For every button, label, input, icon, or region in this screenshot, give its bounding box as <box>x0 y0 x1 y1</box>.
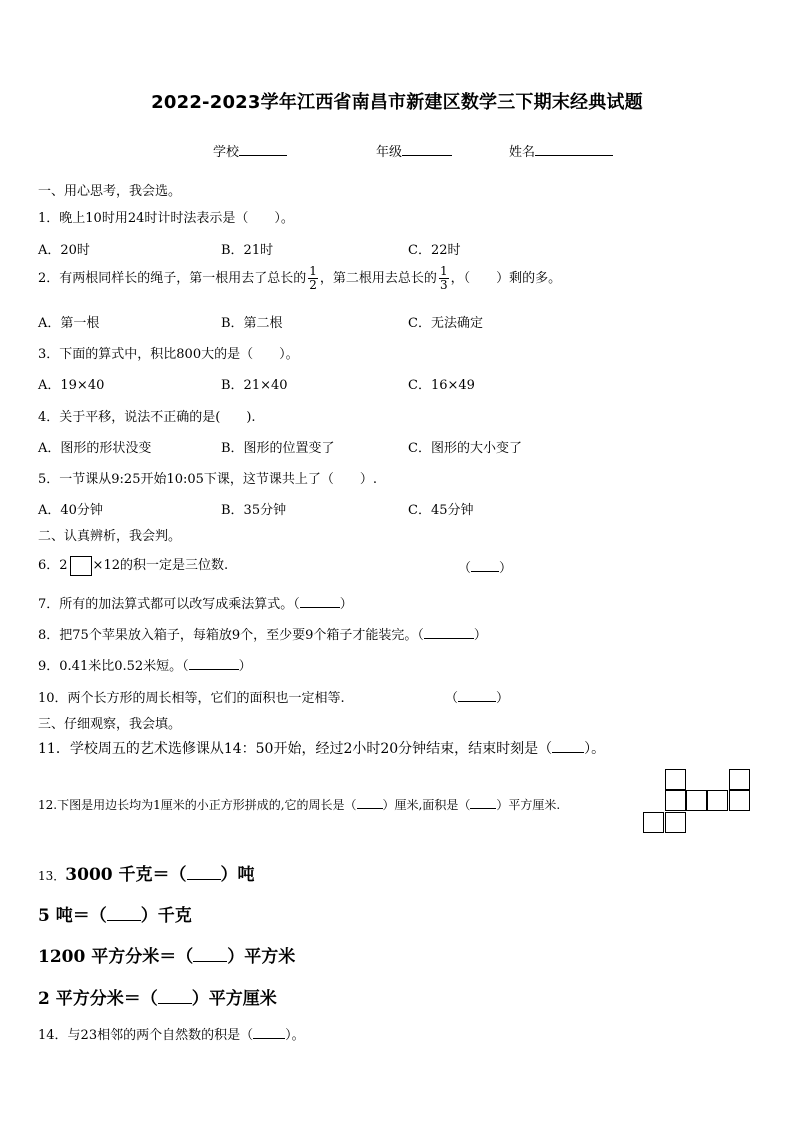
q6-answer[interactable]: （ ） <box>458 561 513 576</box>
grade-blank[interactable] <box>402 143 452 156</box>
q2-text-mid: ，第二根用去总长的 <box>319 271 437 286</box>
question-5: 5．一节课从9:25开始10:05下课，这节课共上了（ ）. <box>38 472 378 487</box>
grade-field <box>376 141 452 160</box>
q7-answer-blank[interactable] <box>300 596 340 608</box>
q2-option-b[interactable]: B．第二根 <box>221 316 283 331</box>
q2-text-post: ，（ ）剩的多。 <box>450 271 562 286</box>
q12-area-blank[interactable] <box>470 797 496 809</box>
q4-option-c[interactable]: C．图形的大小变了 <box>408 441 522 456</box>
name-field <box>509 141 613 160</box>
q13-l3-blank[interactable] <box>193 950 227 962</box>
question-12: 12.下图是用边长均为1厘米的小正方形拼成的,它的周长是（ ）厘米,面积是（ ）平方厘米. <box>38 798 561 812</box>
q13-label: 13． <box>38 869 66 883</box>
figure-square <box>665 790 686 811</box>
q10-answer-blank[interactable] <box>458 690 496 702</box>
section-2-heading: 二、认真辨析，我会判。 <box>38 529 182 544</box>
question-8: 8．把75个苹果放入箱子，每箱放9个，至少要9个箱子才能装完。（ ） <box>38 628 487 643</box>
q2-text-pre: 2．有两根同样长的绳子，第一根用去了总长的 <box>38 271 307 286</box>
figure-square <box>686 790 707 811</box>
question-13-line-2: 5 吨＝（ ）千克 <box>38 906 192 926</box>
q14-text: 14．与23相邻的两个自然数的积是（ <box>38 1028 254 1043</box>
q13-l4-blank[interactable] <box>158 992 192 1004</box>
q13-l2-text: 5 吨＝（ <box>38 906 107 926</box>
page-title: 2022-2023学年江西省南昌市新建区数学三下期末经典试题 <box>151 92 643 113</box>
figure-square <box>665 812 686 833</box>
q6-text-post: ×12的积一定是三位数. <box>92 558 229 573</box>
q10-answer[interactable]: （ ） <box>445 691 510 706</box>
q4-option-b[interactable]: B．图形的位置变了 <box>221 441 335 456</box>
figure-square <box>707 790 728 811</box>
figure-square <box>729 769 750 790</box>
q13-l4-text: 2 平方分米＝（ <box>38 989 158 1009</box>
question-9: 9．0.41米比0.52米短。（ ） <box>38 659 252 674</box>
question-10: 10．两个长方形的周长相等，它们的面积也一定相等. <box>38 691 345 706</box>
figure-square <box>729 790 750 811</box>
figure-square <box>665 769 686 790</box>
question-13-line-4: 2 平方分米＝（ ）平方厘米 <box>38 989 277 1009</box>
q7-text: 7．所有的加法算式都可以改写成乘法算式。（ <box>38 597 300 612</box>
question-14: 14．与23相邻的两个自然数的积是（ ）。 <box>38 1028 305 1043</box>
name-blank[interactable] <box>535 143 613 156</box>
question-2 <box>38 265 561 292</box>
section-3-heading: 三、仔细观察，我会填。 <box>38 717 182 732</box>
q13-l1-blank[interactable] <box>187 868 221 880</box>
question-1: 1．晚上10时用24时计时法表示是（ ）。 <box>38 211 294 226</box>
school-label: 学校 <box>213 145 240 160</box>
school-blank[interactable] <box>239 143 287 156</box>
question-7: 7．所有的加法算式都可以改写成乘法算式。（ ） <box>38 597 353 612</box>
q9-text: 9．0.41米比0.52米短。（ <box>38 659 189 674</box>
q3-option-b[interactable]: B．21×40 <box>221 378 288 393</box>
q3-option-a[interactable]: A．19×40 <box>38 378 105 393</box>
q2-fraction-2: $\frac{1}{3}$ <box>439 264 448 292</box>
question-13-line-3: 1200 平方分米＝（ ）平方米 <box>38 947 296 967</box>
q4-option-a[interactable]: A．图形的形状没变 <box>38 441 152 456</box>
q8-answer-blank[interactable] <box>424 627 474 639</box>
question-6 <box>38 554 228 576</box>
name-label: 姓名 <box>509 145 536 160</box>
q8-text: 8．把75个苹果放入箱子，每箱放9个，至少要9个箱子才能装完。（ <box>38 628 424 643</box>
q1-option-a[interactable]: A．20时 <box>38 243 90 258</box>
digit-box[interactable] <box>70 556 92 576</box>
q3-option-c[interactable]: C．16×49 <box>408 378 475 393</box>
q1-option-b[interactable]: B．21时 <box>221 243 274 258</box>
q5-option-b[interactable]: B．35分钟 <box>221 503 287 518</box>
q2-option-a[interactable]: A．第一根 <box>38 316 100 331</box>
figure-square <box>643 812 664 833</box>
q11-text: 11．学校周五的艺术选修课从14：50开始，经过2小时20分钟结束，结束时刻是（ <box>38 741 553 757</box>
question-13-line-1: 13．3000 千克＝（ ）吨 <box>38 865 255 885</box>
q14-answer-blank[interactable] <box>253 1027 285 1039</box>
q13-l2-blank[interactable] <box>107 909 141 921</box>
q13-l3-text: 1200 平方分米＝（ <box>38 947 194 967</box>
q6-text-pre: 6．2 <box>38 558 68 573</box>
question-4: 4．关于平移，说法不正确的是( ). <box>38 410 256 425</box>
q6-answer-blank[interactable] <box>471 560 499 572</box>
q12-text: 12.下图是用边长均为1厘米的小正方形拼成的,它的周长是（ <box>38 798 357 812</box>
question-3: 3．下面的算式中，积比800大的是（ ）。 <box>38 347 299 362</box>
q9-answer-blank[interactable] <box>189 658 239 670</box>
q13-l1-text: 3000 千克＝（ <box>65 865 187 885</box>
q2-fraction-1: $\frac{1}{2}$ <box>309 264 317 292</box>
q12-perimeter-blank[interactable] <box>357 797 383 809</box>
question-11: 11．学校周五的艺术选修课从14：50开始，经过2小时20分钟结束，结束时刻是（ ）。 <box>38 741 606 757</box>
q11-answer-blank[interactable] <box>552 741 584 753</box>
q1-option-c[interactable]: C．22时 <box>408 243 461 258</box>
grade-label: 年级 <box>376 145 403 160</box>
school-field <box>213 141 287 160</box>
section-1-heading: 一、用心思考，我会选。 <box>38 184 182 199</box>
q5-option-a[interactable]: A．40分钟 <box>38 503 103 518</box>
q2-option-c[interactable]: C．无法确定 <box>408 316 483 331</box>
q5-option-c[interactable]: C．45分钟 <box>408 503 474 518</box>
square-figure <box>643 769 753 835</box>
